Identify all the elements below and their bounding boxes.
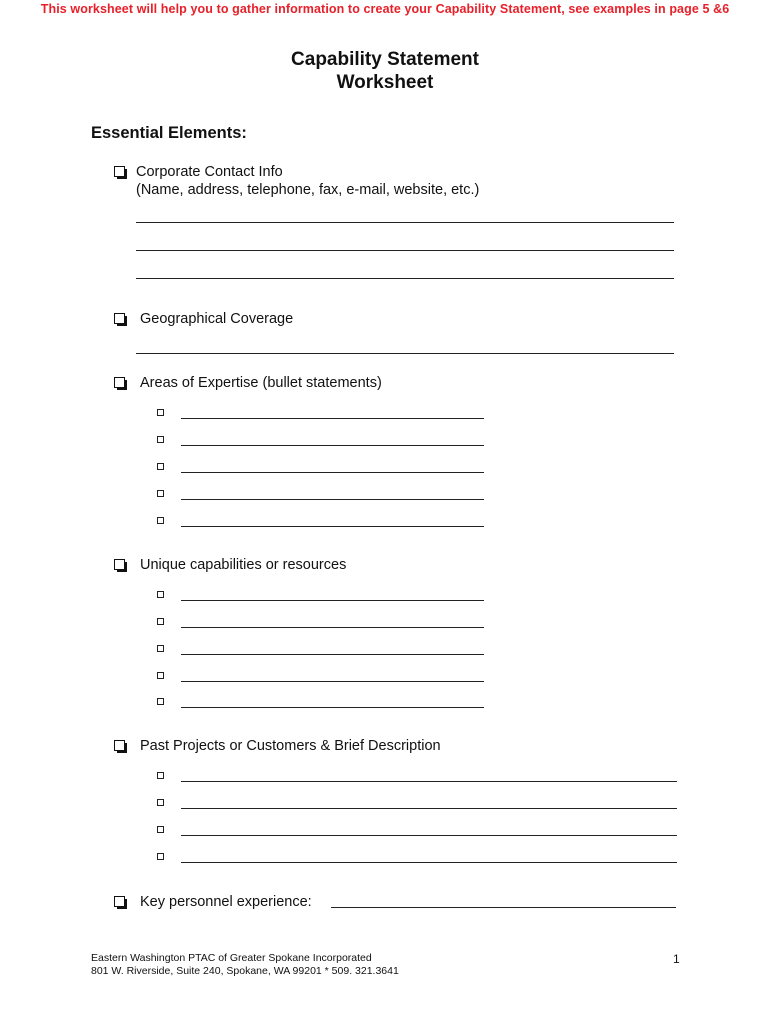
projects-line[interactable] xyxy=(181,835,677,836)
contact-info-label: Corporate Contact Info xyxy=(136,164,283,180)
expertise-line[interactable] xyxy=(181,499,484,500)
contact-info-line-2[interactable] xyxy=(136,250,674,251)
unique-line[interactable] xyxy=(181,707,484,708)
projects-line[interactable] xyxy=(181,808,677,809)
geo-coverage-checkbox[interactable] xyxy=(114,313,125,324)
projects-bullet-box[interactable] xyxy=(157,853,164,860)
past-projects-label: Past Projects or Customers & Brief Description xyxy=(140,738,441,754)
unique-line[interactable] xyxy=(181,627,484,628)
key-personnel-checkbox[interactable] xyxy=(114,896,125,907)
projects-line[interactable] xyxy=(181,862,677,863)
instruction-banner: This worksheet will help you to gather information to create your Capability Statement, see examples in page 5 &6 xyxy=(40,2,730,16)
projects-bullet-box[interactable] xyxy=(157,799,164,806)
expertise-bullet-box[interactable] xyxy=(157,463,164,470)
footer-address: 801 W. Riverside, Suite 240, Spokane, WA 99201 * 509. 321.3641 xyxy=(91,965,399,977)
footer-org-name: Eastern Washington PTAC of Greater Spokane Incorporated xyxy=(91,952,372,964)
expertise-line[interactable] xyxy=(181,472,484,473)
contact-info-line-3[interactable] xyxy=(136,278,674,279)
page-subtitle: Worksheet xyxy=(336,72,434,93)
key-personnel-line[interactable] xyxy=(331,907,676,908)
expertise-line[interactable] xyxy=(181,445,484,446)
unique-capabilities-label: Unique capabilities or resources xyxy=(140,557,347,573)
unique-bullet-box[interactable] xyxy=(157,591,164,598)
page-number: 1 xyxy=(673,952,680,966)
past-projects-checkbox[interactable] xyxy=(114,740,125,751)
unique-line[interactable] xyxy=(181,681,484,682)
expertise-bullet-box[interactable] xyxy=(157,490,164,497)
section-heading: Essential Elements: xyxy=(91,124,247,142)
unique-line[interactable] xyxy=(181,654,484,655)
unique-line[interactable] xyxy=(181,600,484,601)
unique-bullet-box[interactable] xyxy=(157,645,164,652)
contact-info-line-1[interactable] xyxy=(136,222,674,223)
geo-coverage-label: Geographical Coverage xyxy=(140,311,294,327)
unique-bullet-box[interactable] xyxy=(157,618,164,625)
expertise-line[interactable] xyxy=(181,418,484,419)
expertise-checkbox[interactable] xyxy=(114,377,125,388)
projects-bullet-box[interactable] xyxy=(157,826,164,833)
key-personnel-label: Key personnel experience: xyxy=(140,894,312,910)
page-title: Capability Statement xyxy=(291,49,479,70)
expertise-line[interactable] xyxy=(181,526,484,527)
unique-bullet-box[interactable] xyxy=(157,698,164,705)
unique-capabilities-checkbox[interactable] xyxy=(114,559,125,570)
unique-bullet-box[interactable] xyxy=(157,672,164,679)
expertise-label: Areas of Expertise (bullet statements) xyxy=(140,375,382,391)
expertise-bullet-box[interactable] xyxy=(157,517,164,524)
contact-info-checkbox[interactable] xyxy=(114,166,125,177)
geo-coverage-line[interactable] xyxy=(136,353,674,354)
expertise-bullet-box[interactable] xyxy=(157,436,164,443)
projects-line[interactable] xyxy=(181,781,677,782)
expertise-bullet-box[interactable] xyxy=(157,409,164,416)
projects-bullet-box[interactable] xyxy=(157,772,164,779)
contact-info-sublabel: (Name, address, telephone, fax, e-mail, website, etc.) xyxy=(136,182,480,198)
